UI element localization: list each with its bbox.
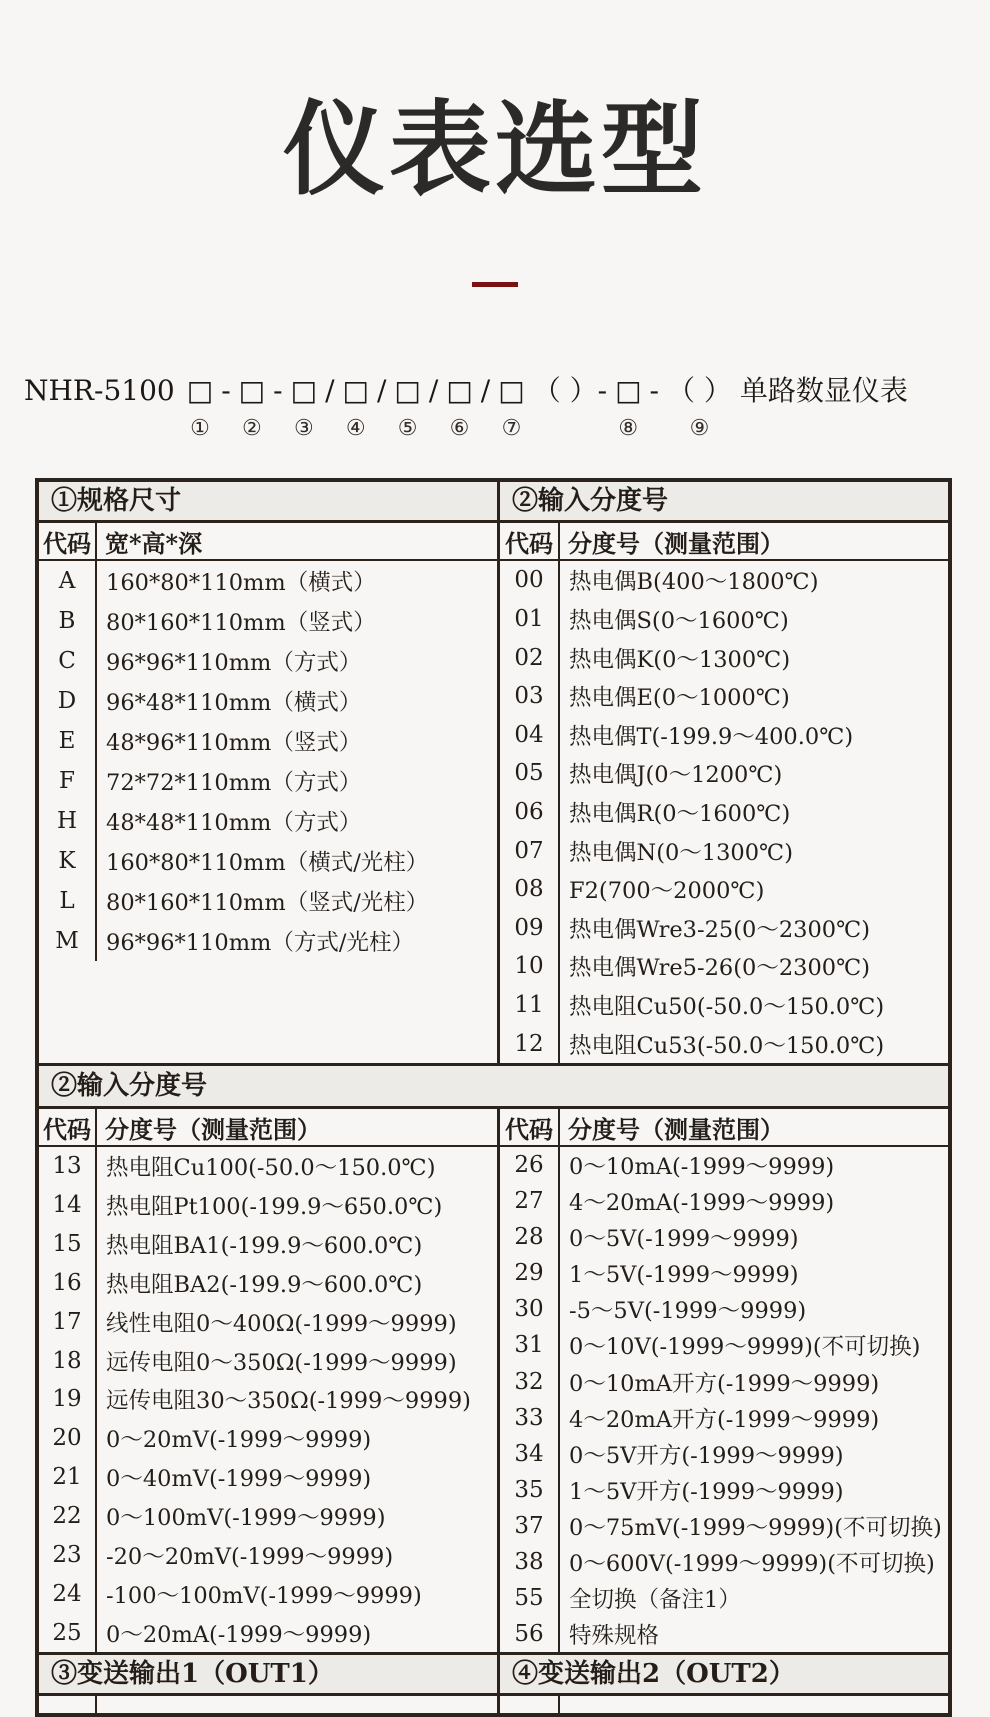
page-title: 仪表选型 [283, 91, 707, 210]
model-segment [373, 372, 390, 442]
section1-left-table [39, 523, 497, 1063]
model-segment-symbol: - [649, 374, 659, 407]
model-segment-symbol: □ [290, 374, 318, 407]
model-segment [339, 372, 373, 442]
desc-cell: -20～20mV(-1999～9999) [106, 1543, 394, 1570]
table-row [39, 1613, 497, 1652]
selection-table [35, 478, 952, 1717]
model-segment [663, 372, 736, 442]
table-row [39, 1458, 497, 1497]
table-row [39, 1380, 497, 1419]
model-segment-symbol: □ [615, 374, 642, 407]
desc-cell: 热电阻BA1(-199.9～600.0℃) [106, 1233, 423, 1260]
desc-cell: 热电阻Pt100(-199.9～650.0℃) [106, 1194, 443, 1221]
desc-column-header: 分度号（测量范围） [568, 1114, 784, 1144]
code-cell: 03 [500, 677, 560, 716]
code-cell: H [39, 801, 97, 841]
table-row [500, 1219, 948, 1255]
code-cell: B [39, 601, 97, 641]
desc-cell: 80*160*110mm（竖式/光柱） [106, 890, 429, 916]
code-cell: 11 [500, 986, 560, 1025]
code-cell: 22 [39, 1497, 97, 1536]
size-code-rows [39, 561, 497, 1063]
table-row [39, 761, 497, 801]
code-cell: M [39, 921, 97, 961]
table-row [39, 681, 497, 721]
circled-index: ⑦ [501, 416, 522, 441]
section-header-spec-size: ①规格尺寸 [51, 486, 182, 516]
code-cell: 27 [500, 1183, 560, 1219]
desc-cell: 0～5V开方(-1999～9999) [569, 1442, 844, 1469]
column-header-row [39, 523, 497, 561]
model-segment [529, 372, 611, 442]
model-segment-symbol: 单路数显仪表 [739, 374, 908, 407]
code-cell: K [39, 841, 97, 881]
table-row [39, 1535, 497, 1574]
desc-cell: 热电偶N(0～1300℃) [569, 839, 793, 866]
table-row [500, 1291, 948, 1327]
desc-cell: 4～20mA(-1999～9999) [569, 1190, 835, 1217]
desc-cell: 全切换（备注1） [569, 1586, 741, 1613]
code-cell: 02 [500, 638, 560, 677]
desc-cell: 热电偶S(0～1600℃) [569, 607, 789, 634]
desc-cell: 热电偶B(400～1800℃) [569, 569, 819, 596]
table-row [500, 1327, 948, 1363]
input-graduation-rows [500, 561, 948, 1063]
circled-index: ⑧ [618, 416, 639, 441]
table-row [500, 986, 948, 1025]
table-row [39, 1186, 497, 1225]
desc-cell: 0～100mV(-1999～9999) [106, 1505, 386, 1532]
code-cell: 21 [39, 1458, 97, 1497]
code-cell: 14 [39, 1186, 97, 1225]
desc-cell: 0～20mV(-1999～9999) [106, 1427, 372, 1454]
table-row [500, 908, 948, 947]
desc-cell: 0～75mV(-1999～9999)(不可切换) [569, 1514, 942, 1541]
model-segment-symbol: NHR-5100 [24, 374, 175, 407]
desc-cell: 0～5V(-1999～9999) [569, 1226, 799, 1253]
desc-column-header: 分度号（测量范围） [568, 528, 784, 558]
model-segment [425, 372, 442, 442]
section-header-input-graduation: ②输入分度号 [497, 482, 948, 520]
desc-cell: 1～5V开方(-1999～9999) [569, 1478, 844, 1505]
code-cell: 19 [39, 1380, 97, 1419]
code-column-header: 代码 [500, 1109, 560, 1145]
title-underline [472, 282, 518, 287]
table-row [500, 677, 948, 716]
section2-left-table [39, 1109, 497, 1652]
circled-index: ⑥ [449, 416, 470, 441]
desc-cell: 热电偶Wre3-25(0～2300℃) [569, 916, 871, 943]
desc-cell: -100～100mV(-1999～9999) [106, 1582, 422, 1609]
code-cell: 55 [500, 1580, 560, 1616]
table-row [39, 561, 497, 601]
desc-cell: 热电偶R(0～1600℃) [569, 800, 791, 827]
desc-cell: 48*48*110mm（方式） [106, 810, 362, 836]
code-cell: F [39, 761, 97, 801]
desc-cell: 特殊规格 [569, 1623, 660, 1650]
desc-cell: 96*96*110mm（方式） [106, 650, 362, 676]
table-row [500, 715, 948, 754]
table-row [500, 793, 948, 832]
code-cell: 07 [500, 831, 560, 870]
model-segment [646, 372, 663, 442]
model-segment-symbol: □ [238, 374, 266, 407]
table-row [500, 947, 948, 986]
desc-cell: 热电阻Cu50(-50.0～150.0℃) [569, 994, 885, 1020]
code-cell: 05 [500, 754, 560, 793]
desc-cell: 96*96*110mm（方式/光柱） [106, 930, 414, 956]
desc-cell: 远传电阻30～350Ω(-1999～9999) [106, 1388, 471, 1415]
model-segment-symbol: □ [446, 374, 473, 407]
desc-cell: 热电阻BA2(-199.9～600.0℃) [106, 1271, 423, 1298]
desc-cell: 0～10V(-1999～9999)(不可切换) [569, 1334, 921, 1361]
circled-index: ⑨ [689, 416, 710, 441]
model-segment [611, 372, 645, 442]
code-cell: 35 [500, 1472, 560, 1508]
code-cell: 34 [500, 1436, 560, 1472]
model-segment [24, 372, 183, 442]
desc-cell: 远传电阻0～350Ω(-1999～9999) [106, 1349, 457, 1376]
code-cell: 29 [500, 1255, 560, 1291]
section1-right-table [497, 523, 948, 1063]
code-cell: 01 [500, 600, 560, 639]
code-cell: 26 [500, 1147, 560, 1183]
table-row [500, 1616, 948, 1652]
section-header-output2: ④变送输出2（OUT2） [497, 1655, 948, 1693]
code-cell: 38 [500, 1544, 560, 1580]
circled-index: ② [242, 416, 262, 441]
model-segment-symbol: □ [394, 374, 421, 407]
model-code-line [24, 372, 912, 442]
model-segment-symbol: □ [186, 374, 214, 407]
code-cell: 15 [39, 1225, 97, 1264]
table-row [500, 1436, 948, 1472]
desc-column-header: 宽*高*深 [105, 528, 203, 558]
table-row [39, 841, 497, 881]
model-segment [477, 372, 494, 442]
code-cell: 23 [39, 1535, 97, 1574]
desc-cell: 热电偶T(-199.9～400.0℃) [569, 723, 854, 750]
code-cell: 31 [500, 1327, 560, 1363]
code-cell: 13 [39, 1147, 97, 1186]
code-cell: 12 [500, 1024, 560, 1063]
desc-cell: 热电阻Cu53(-50.0～150.0℃) [569, 1032, 885, 1059]
model-segment [287, 372, 321, 442]
model-segment [217, 372, 234, 442]
input-graduation-rows [39, 1147, 497, 1652]
code-cell: 16 [39, 1264, 97, 1303]
table-row [500, 561, 948, 600]
code-cell: C [39, 641, 97, 681]
code-column-header: 代码 [500, 523, 560, 559]
section-header-output1: ③变送输出1（OUT1） [51, 1659, 334, 1689]
section1-header-row [39, 482, 948, 523]
code-cell: 00 [500, 561, 560, 600]
desc-cell: 4～20mA开方(-1999～9999) [569, 1406, 880, 1433]
model-segment [390, 372, 424, 442]
table-row [39, 601, 497, 641]
column-header-row [39, 1109, 497, 1147]
table-row [39, 1147, 497, 1186]
table-row [500, 1544, 948, 1580]
code-cell: A [39, 561, 97, 601]
section2-header-row: ②输入分度号 [39, 1063, 948, 1109]
code-cell: D [39, 681, 97, 721]
circled-index: ④ [345, 416, 366, 441]
column-header-row [500, 523, 948, 561]
input-graduation-rows [500, 1147, 948, 1652]
table-row [500, 1472, 948, 1508]
model-segment [183, 372, 217, 442]
desc-cell: 72*72*110mm（方式） [106, 770, 362, 796]
table-row [39, 801, 497, 841]
desc-cell: 160*80*110mm（横式/光柱） [106, 850, 429, 876]
desc-cell: 0～20mA(-1999～9999) [106, 1621, 372, 1648]
section2-right-table [497, 1109, 948, 1652]
code-cell: 24 [39, 1574, 97, 1613]
table-row [39, 1497, 497, 1536]
desc-cell: 96*48*110mm（横式） [106, 690, 362, 716]
desc-cell: 0～40mV(-1999～9999) [106, 1466, 372, 1493]
section1-body [39, 523, 948, 1063]
table-row [39, 1419, 497, 1458]
table-row [500, 1508, 948, 1544]
model-segment-symbol: / [325, 374, 335, 407]
model-segment [321, 372, 338, 442]
table-row [500, 870, 948, 909]
model-segment-symbol: □ [342, 374, 369, 407]
table-row [500, 1255, 948, 1291]
table-row [500, 638, 948, 677]
code-cell: E [39, 721, 97, 761]
model-segment-symbol: □ [498, 374, 525, 407]
code-cell: 04 [500, 715, 560, 754]
table-row [39, 1264, 497, 1303]
model-segment-symbol: （ ）- [532, 374, 608, 407]
desc-cell: 线性电阻0～400Ω(-1999～9999) [106, 1310, 457, 1337]
table-row [500, 1363, 948, 1399]
code-cell: 28 [500, 1219, 560, 1255]
desc-cell: 0～10mA(-1999～9999) [569, 1154, 835, 1181]
code-cell: 17 [39, 1302, 97, 1341]
table-row [39, 1302, 497, 1341]
desc-cell: F2(700～2000℃) [569, 878, 765, 905]
table-row [39, 921, 497, 961]
desc-cell: 热电偶Wre5-26(0～2300℃) [569, 955, 871, 982]
code-cell: 37 [500, 1508, 560, 1544]
table-row [500, 754, 948, 793]
desc-cell: 160*80*110mm（横式） [106, 570, 376, 596]
code-cell: 32 [500, 1363, 560, 1399]
desc-cell: 0～600V(-1999～9999)(不可切换) [569, 1550, 935, 1577]
code-cell: 18 [39, 1341, 97, 1380]
code-cell: 56 [500, 1616, 560, 1652]
table-row [500, 600, 948, 639]
model-segment-symbol: / [376, 374, 387, 407]
table-row [500, 1183, 948, 1219]
desc-cell: 热电偶E(0～1000℃) [569, 685, 790, 712]
table-row [39, 641, 497, 681]
table-row [500, 1400, 948, 1436]
desc-cell: 80*160*110mm（竖式） [106, 610, 376, 636]
table-row [39, 721, 497, 761]
desc-cell: -5～5V(-1999～9999) [569, 1298, 807, 1325]
circled-index: ③ [293, 416, 314, 441]
model-segment-symbol: （ ） [667, 374, 732, 407]
code-cell: 33 [500, 1400, 560, 1436]
section2-body [39, 1109, 948, 1652]
code-cell: 06 [500, 793, 560, 832]
model-segment-symbol: / [428, 374, 439, 407]
code-cell: 09 [500, 908, 560, 947]
table-row [39, 1341, 497, 1380]
circled-index: ① [190, 416, 210, 441]
model-segment-symbol: - [273, 374, 283, 407]
model-segment-symbol: - [221, 374, 231, 407]
desc-cell: 1～5V(-1999～9999) [569, 1262, 799, 1289]
desc-cell: 热电阻Cu100(-50.0～150.0℃) [106, 1155, 436, 1182]
model-segment [494, 372, 528, 442]
model-segment [442, 372, 476, 442]
table-row [39, 1574, 497, 1613]
table-row [39, 881, 497, 921]
table-row [500, 1024, 948, 1063]
code-cell: 10 [500, 947, 560, 986]
model-segment [736, 372, 912, 442]
desc-cell: 热电偶K(0～1300℃) [569, 646, 791, 673]
table-row [39, 1225, 497, 1264]
column-header-row [500, 1109, 948, 1147]
model-segment-symbol: / [480, 374, 491, 407]
model-segment [235, 372, 269, 442]
code-column-header: 代码 [39, 1109, 97, 1145]
desc-cell: 热电偶J(0～1200℃) [569, 762, 783, 789]
code-cell: 08 [500, 870, 560, 909]
code-column-header: 代码 [39, 523, 97, 559]
desc-cell: 48*96*110mm（竖式） [106, 730, 362, 756]
code-cell: 30 [500, 1291, 560, 1327]
code-cell: 25 [39, 1613, 97, 1652]
desc-column-header: 分度号（测量范围） [105, 1114, 321, 1144]
circled-index: ⑤ [397, 416, 418, 441]
desc-cell: 0～10mA开方(-1999～9999) [569, 1370, 880, 1397]
next-row-stub [39, 1696, 948, 1713]
code-cell: L [39, 881, 97, 921]
section3-header-row [39, 1652, 948, 1696]
model-segment [269, 372, 286, 442]
table-row [500, 1147, 948, 1183]
table-row [500, 1580, 948, 1616]
code-cell: 20 [39, 1419, 97, 1458]
table-row [500, 831, 948, 870]
